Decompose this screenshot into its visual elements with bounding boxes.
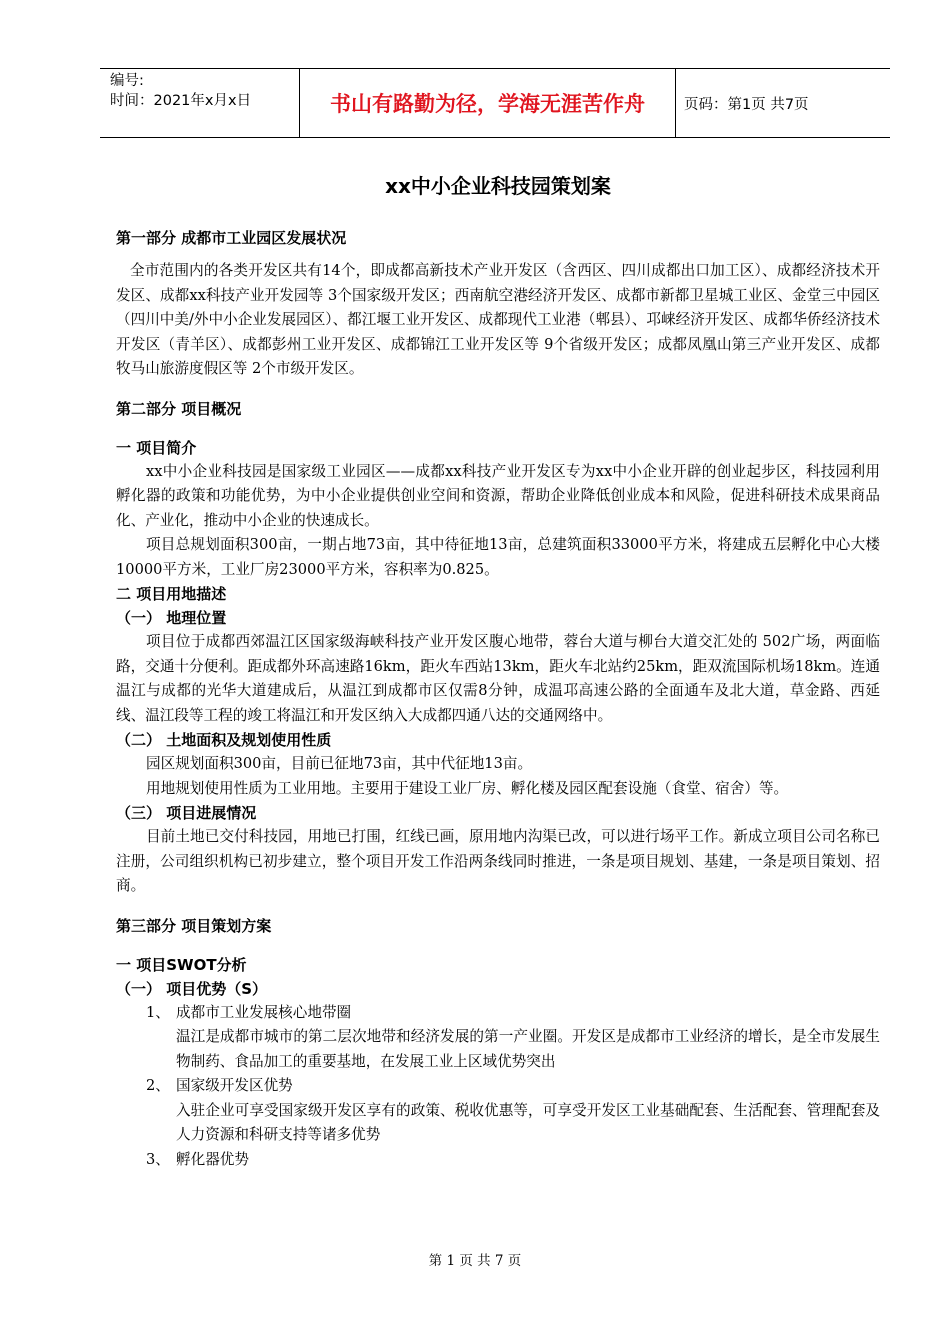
page-header	[100, 68, 890, 138]
paragraph: 园区规划面积300亩，目前已征地73亩，其中代征地13亩。	[146, 755, 533, 772]
list-item-title: 国家级开发区优势	[176, 1077, 293, 1094]
list-item	[116, 1148, 880, 1173]
document-number-label: 编号:	[110, 73, 144, 89]
section-heading: 一 项目SWOT分析	[116, 955, 247, 974]
header-left-cell	[100, 69, 300, 137]
part3-heading: 第三部分 项目策划方案	[116, 916, 272, 935]
list-item-number: 1、	[146, 1003, 170, 1021]
header-motto: 书山有路勤为径，学海无涯苦作舟	[300, 69, 676, 137]
list-item	[116, 1074, 880, 1099]
section-heading: 一 项目简介	[116, 438, 197, 457]
paragraph: 目前土地已交付科技园，用地已打围，红线已画，原用地内沟渠已改，可以进行场平工作。新成立项目公司名称已注册，公司组织机构已初步建立，整个项目开发工作沿两条线同时推进，一条是项目规划、基建，一条是项目策划、招商。	[116, 828, 880, 894]
list-item-number: 3、	[146, 1150, 170, 1168]
subsection-heading: （一） 项目优势（S）	[116, 979, 268, 998]
list-item-title: 成都市工业发展核心地带圈	[176, 1003, 352, 1021]
paragraph: 项目总规划面积300亩，一期占地73亩，其中待征地13亩，总建筑面积33000平方米，将建成五层孵化中心大楼10000平方米，工业厂房23000平方米，容积率为0.825。	[116, 536, 880, 578]
part1-paragraph: 全市范围内的各类开发区共有14个，即成都高新技术产业开发区（含西区、四川成都出口加工区）、成都经济技术开发区、成都xx科技产业开发园等 3个国家级开发区；西南航空港经济开发区、成都市新都卫星城工业区、金堂三中园区（四川中美/外中小企业发展园区）、都江堰工业开发区、成都现代工业港（郫县）、邛崃经济开发区、成都华侨经济技术开发区（青羊区）、成都彭州工业开发区、成都锦江工业开发区等 9个省级开发区；成都凤凰山第三产业开发区、成都牧马山旅游度假区等 2个市级开发区。	[116, 262, 880, 377]
list-item-description: 温江是成都市城市的第二层次地带和经济发展的第一产业圈。开发区是成都市工业经济的增长，是全市发展生物制药、食品加工的重要基地，在发展工业上区域优势突出	[176, 1028, 880, 1070]
document-date: 时间：2021年x月x日	[110, 93, 252, 109]
paragraph: 项目位于成都西郊温江区国家级海峡科技产业开发区腹心地带，蓉台大道与柳台大道交汇处的 502广场，两面临路，交通十分便利。距成都外环高速路16km，距火车西站13km，距火车北站约25km，距双流国际机场18km。连通温江与成都的光华大道建成后，从温江到成都市区仅需8分钟，成温邛高速公路的全面通车及北大道，草金路、西延线、温江段等工程的竣工将温江和开发区纳入大成都四通八达的交通网络中。	[116, 633, 880, 724]
part2-heading: 第二部分 项目概况	[116, 399, 242, 418]
header-page-info: 页码：第1页 共7页	[684, 96, 809, 113]
document-title: xx中小企业科技园策划案	[385, 174, 611, 198]
section-heading: 二 项目用地描述	[116, 585, 227, 603]
list-item-title: 孵化器优势	[176, 1150, 249, 1168]
paragraph: xx中小企业科技园是国家级工业园区——成都xx科技产业开发区专为xx中小企业开辟的创业起步区，科技园利用孵化器的政策和功能优势，为中小企业提供创业空间和资源，帮助企业降低创业成本和风险，促进科研技术成果商品化、产业化，推动中小企业的快速成长。	[116, 462, 880, 529]
list-item	[116, 1001, 880, 1026]
paragraph: 用地规划使用性质为工业用地。主要用于建设工业厂房、孵化楼及园区配套设施（食堂、宿舍）等。	[146, 779, 789, 797]
subsection-heading: （一） 地理位置	[116, 609, 227, 627]
page-footer: 第 1 页 共 7 页	[428, 1253, 522, 1269]
part1-heading: 第一部分 成都市工业园区发展状况	[116, 229, 347, 247]
document-body	[116, 170, 880, 1172]
list-item-number: 2、	[146, 1077, 170, 1094]
subsection-heading: （二） 土地面积及规划使用性质	[116, 731, 332, 749]
list-item-description: 入驻企业可享受国家级开发区享有的政策、税收优惠等，可享受开发区工业基础配套、生活配套、管理配套及人力资源和科研支持等诸多优势	[176, 1101, 880, 1143]
subsection-heading: （三） 项目进展情况	[116, 804, 257, 822]
